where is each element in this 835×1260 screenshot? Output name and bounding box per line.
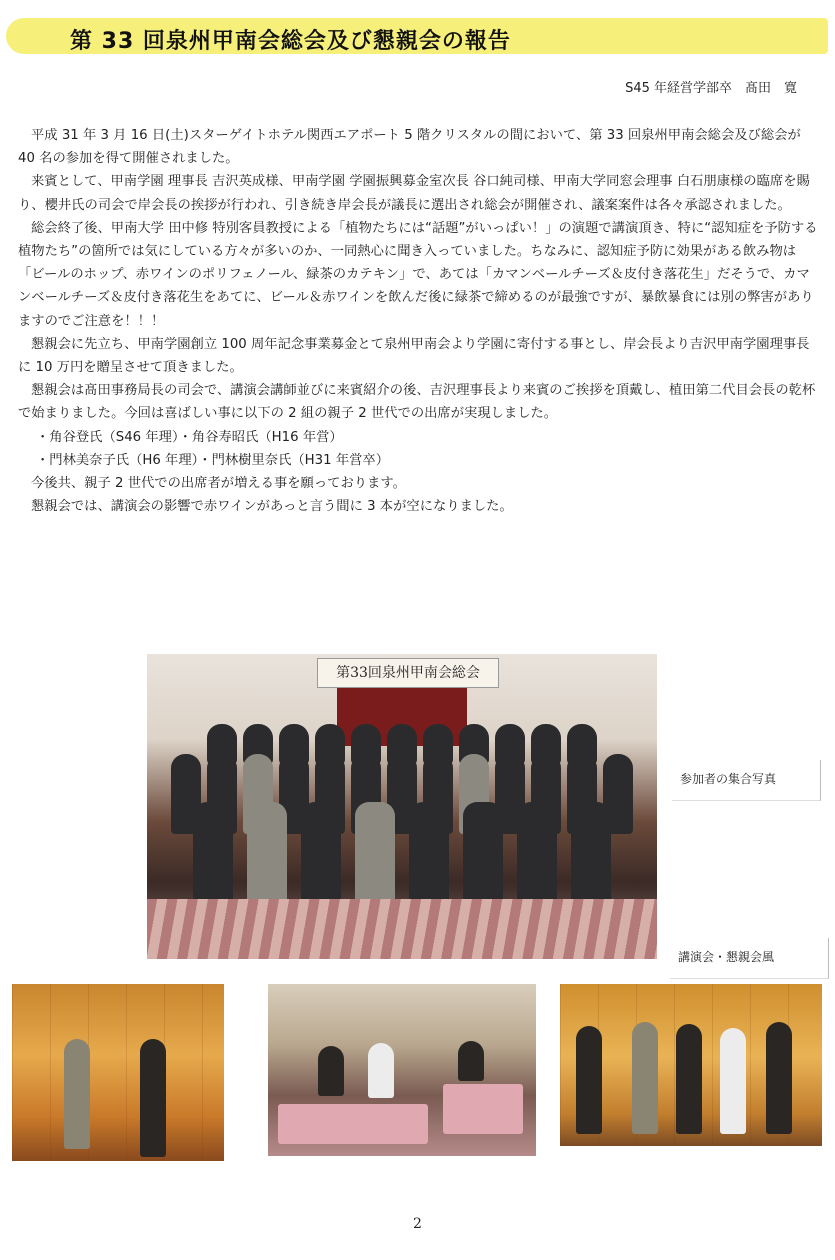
group-photo: [147, 654, 657, 959]
paragraph: 懇親会は髙田事務局長の司会で、講演会講師並びに来賓紹介の後、吉沢理事長より来賓のご挨拶を頂戴し、植田第二代目会長の乾杯で始まりました。今回は喜ばしい事に以下の 2 組の親子 2 世代での出席が実現しました。: [18, 383, 816, 422]
paragraph: 懇親会に先立ち、甲南学園創立 100 周年記念事業募金とて泉州甲南会より学園に寄付する事とし、岸会長より吉沢甲南学園理事長に 10 万円を贈呈させて頂きました。: [18, 336, 810, 376]
banquet-photo: [268, 984, 536, 1156]
article-title: 第 33 回泉州甲南会総会及び懇親会の報告: [70, 29, 511, 54]
guests-photo: [560, 984, 822, 1146]
page-number: 2: [413, 1216, 422, 1232]
paragraph: 総会終了後、甲南大学 田中修 特別客員教授による「植物たちには“話題”がいっぱい！」の演題で講演頂き、特に“認知症を予防する植物たち”の箇所では気にしている方々が多いのか、一同熱心に聞き入っていました。ちなみに、認知症予防に効果がある飲み物は「ビールのホップ、赤ワインのポリフェノール、緑茶のカテキン」で、あては「カマンベールチーズ＆皮付き落花生」だそうで、カマンベールチーズ＆皮付き落花生をあてに、ビール＆赤ワインを飲んだ後に緑茶で締めるのが最強ですが、暴飲暴食には別の弊害がありますのでご注意を！！！: [18, 220, 818, 329]
group-photo-caption: 参加者の集合写真: [672, 760, 821, 801]
paragraph: 懇親会では、講演会の影響で赤ワインがあっと言う間に 3 本が空になりました。: [31, 499, 513, 515]
paragraph: 平成 31 年 3 月 16 日(土)スターゲイトホテル関西エアポート 5 階クリスタルの間において、第 33 回泉州甲南会総会及び総会が 40 名の参加を得て開催されました。: [18, 128, 801, 167]
paragraph: 今後共、親子 2 世代での出席者が増える事を願っております。: [31, 476, 406, 492]
author-line: S45 年経営学部卒 髙田 寛: [625, 81, 797, 96]
photo-floor: [147, 899, 657, 959]
list-item: ・角谷登氏（S46 年理）・角谷寿昭氏（H16 年営）: [36, 429, 343, 445]
paragraph: 来賓として、甲南学園 理事長 吉沢英成様、甲南学園 学園振興募金室次長 谷口純司様、甲南大学同窓会理事 白石朋康様の臨席を賜り、櫻井氏の司会で岸会長の挨拶が行われ、引き続き岸会長が議長に選出され総会が開催され、議案案件は各々承認されました。: [18, 174, 810, 213]
article-body: [18, 124, 818, 518]
event-photo-caption: 講演会・懇親会風: [670, 938, 829, 979]
photo-banner: 第33回泉州甲南会総会: [317, 658, 499, 688]
list-item: ・門林美奈子氏（H6 年理）・門林樹里奈氏（H31 年営卒）: [36, 452, 390, 468]
donation-photo: [12, 984, 224, 1161]
